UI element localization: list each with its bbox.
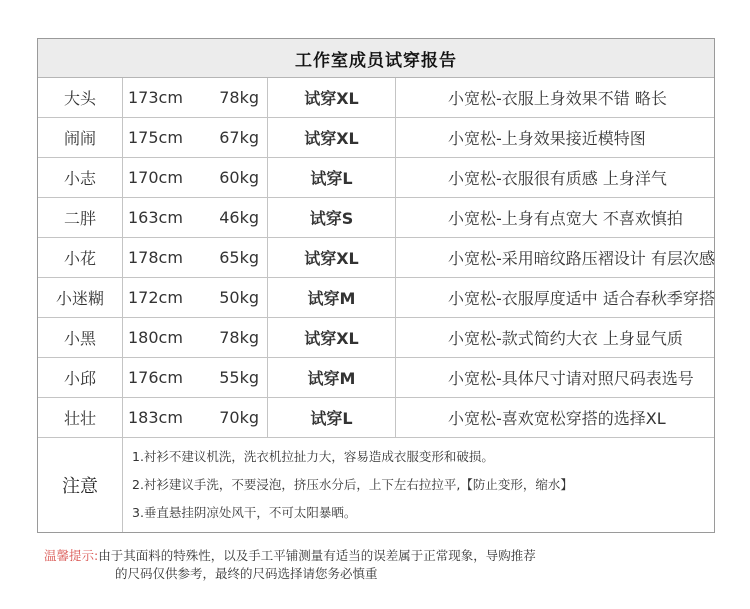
tried-size: 试穿L — [268, 158, 396, 198]
care-notes-label: 注意 — [38, 438, 123, 532]
table-row — [38, 238, 714, 278]
tried-size: 试穿XL — [268, 118, 396, 158]
member-weight: 65kg — [212, 238, 268, 278]
member-weight: 55kg — [212, 358, 268, 398]
table-row — [38, 198, 714, 238]
table-row — [38, 158, 714, 198]
member-weight: 50kg — [212, 278, 268, 318]
table-row — [38, 398, 714, 438]
tried-size: 试穿XL — [268, 78, 396, 118]
tried-size: 试穿XL — [268, 238, 396, 278]
member-weight: 67kg — [212, 118, 268, 158]
size-reminder — [44, 547, 536, 583]
try-on-table — [38, 78, 714, 438]
care-notes-list — [123, 438, 714, 532]
care-notes — [38, 438, 714, 532]
table-row — [38, 118, 714, 158]
reminder-text-2: 的尺码仅供参考，最终的尺码选择请您务必慎重 — [115, 566, 378, 581]
care-note-item: 3.垂直悬挂阴凉处风干，不可太阳暴晒。 — [132, 505, 357, 520]
tried-size: 试穿S — [268, 198, 396, 238]
fit-comment: 小宽松-衣服很有质感 上身洋气 — [396, 158, 715, 198]
reminder-line-1 — [44, 547, 536, 565]
member-height: 176cm — [123, 358, 213, 398]
member-weight: 60kg — [212, 158, 268, 198]
tried-size: 试穿XL — [268, 318, 396, 358]
member-height: 172cm — [123, 278, 213, 318]
tried-size: 试穿M — [268, 278, 396, 318]
tried-size: 试穿M — [268, 358, 396, 398]
member-name: 二胖 — [38, 198, 123, 238]
report-title: 工作室成员试穿报告 — [38, 39, 714, 78]
fit-comment: 小宽松-款式简约大衣 上身显气质 — [396, 318, 715, 358]
fit-comment: 小宽松-具体尺寸请对照尺码表选号 — [396, 358, 715, 398]
care-note-item: 2.衬衫建议手洗，不要浸泡，挤压水分后，上下左右拉拉平,【防止变形，缩水】 — [132, 477, 573, 492]
fit-comment: 小宽松-上身效果接近模特图 — [396, 118, 715, 158]
member-weight: 70kg — [212, 398, 268, 438]
try-on-rows — [38, 78, 714, 438]
table-row — [38, 78, 714, 118]
member-height: 178cm — [123, 238, 213, 278]
member-name: 小志 — [38, 158, 123, 198]
member-weight: 46kg — [212, 198, 268, 238]
reminder-text-1: 由于其面料的特殊性，以及手工平铺测量有适当的误差属于正常现象，导购推荐 — [98, 548, 536, 563]
reminder-label: 温馨提示: — [44, 548, 99, 563]
member-height: 170cm — [123, 158, 213, 198]
member-name: 大头 — [38, 78, 123, 118]
table-row — [38, 358, 714, 398]
fit-comment: 小宽松-上身有点宽大 不喜欢慎拍 — [396, 198, 715, 238]
member-name: 小迷糊 — [38, 278, 123, 318]
member-height: 175cm — [123, 118, 213, 158]
member-name: 壮壮 — [38, 398, 123, 438]
fit-comment: 小宽松-采用暗纹路压褶设计 有层次感 — [396, 238, 715, 278]
fit-comment: 小宽松-喜欢宽松穿搭的选择XL — [396, 398, 715, 438]
fit-comment: 小宽松-衣服厚度适中 适合春秋季穿搭 — [396, 278, 715, 318]
member-height: 180cm — [123, 318, 213, 358]
member-name: 闹闹 — [38, 118, 123, 158]
care-note-item: 1.衬衫不建议机洗，洗衣机拉扯力大，容易造成衣服变形和破损。 — [132, 449, 494, 464]
member-height: 183cm — [123, 398, 213, 438]
member-weight: 78kg — [212, 78, 268, 118]
table-row — [38, 318, 714, 358]
tried-size: 试穿L — [268, 398, 396, 438]
member-name: 小花 — [38, 238, 123, 278]
try-on-report — [37, 38, 715, 533]
member-weight: 78kg — [212, 318, 268, 358]
table-row — [38, 278, 714, 318]
member-name: 小黑 — [38, 318, 123, 358]
fit-comment: 小宽松-衣服上身效果不错 略长 — [396, 78, 715, 118]
member-height: 163cm — [123, 198, 213, 238]
member-height: 173cm — [123, 78, 213, 118]
member-name: 小邱 — [38, 358, 123, 398]
